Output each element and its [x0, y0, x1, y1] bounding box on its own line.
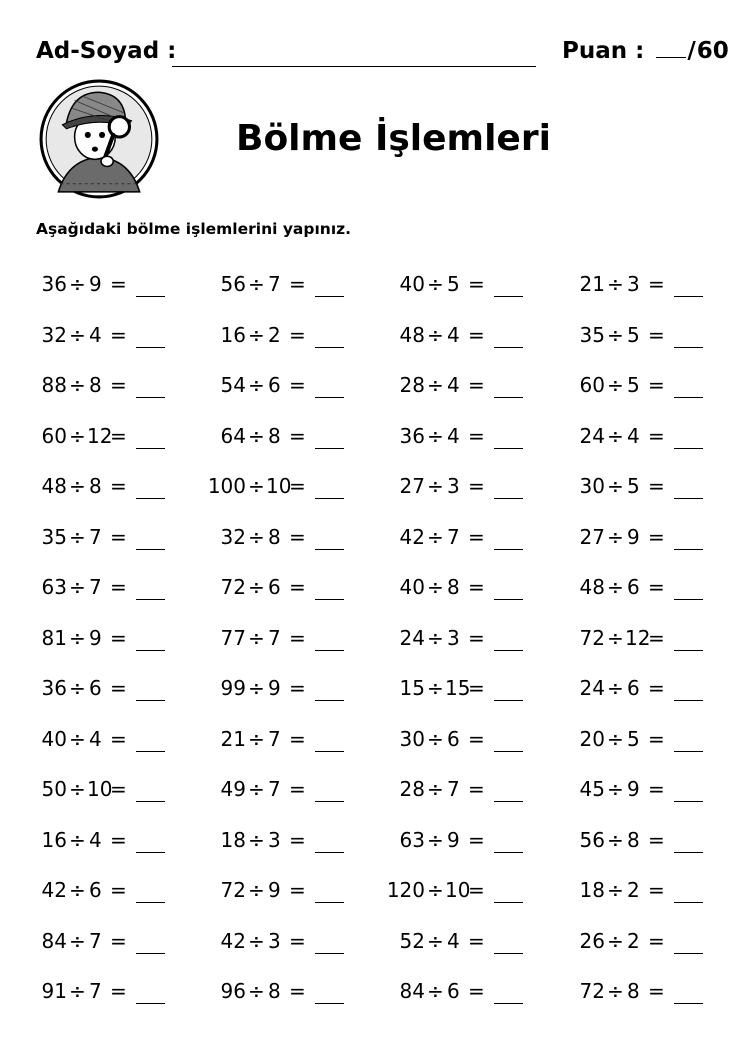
divide-sign: ÷: [427, 827, 444, 852]
divisor: 2: [627, 928, 640, 953]
divide-sign: ÷: [427, 524, 444, 549]
divide-sign: ÷: [427, 625, 444, 650]
equals-sign: =: [110, 474, 127, 498]
division-problem: [0, 777, 750, 807]
equals-sign: =: [648, 474, 665, 498]
equals-sign: =: [648, 878, 665, 902]
divisor: 8: [268, 423, 281, 448]
divide-sign: ÷: [607, 676, 624, 700]
divide-sign: ÷: [248, 777, 265, 801]
dividend: 28: [399, 777, 425, 801]
divisor: 4: [447, 423, 460, 448]
equals-sign: =: [648, 979, 665, 1003]
answer-blank[interactable]: [674, 397, 703, 398]
divisor: 4: [447, 322, 460, 347]
dividend: 24: [579, 676, 605, 700]
divisor: 8: [627, 979, 640, 1003]
divisor: 6: [627, 575, 640, 599]
answer-blank[interactable]: [674, 751, 703, 752]
dividend: 36: [399, 423, 425, 448]
answer-blank[interactable]: [674, 700, 703, 701]
divide-sign: ÷: [607, 373, 624, 397]
dividend: 48: [399, 322, 425, 347]
equals-sign: =: [110, 726, 127, 751]
equals-sign: =: [110, 423, 127, 448]
equals-sign: =: [110, 575, 127, 599]
answer-blank[interactable]: [674, 902, 703, 903]
dividend: 26: [579, 928, 605, 953]
dividend: 48: [41, 474, 67, 498]
division-problem: [0, 272, 750, 302]
equals-sign: =: [468, 726, 485, 751]
dividend: 56: [220, 272, 246, 296]
divide-sign: ÷: [69, 625, 86, 650]
divisor: 3: [447, 474, 460, 498]
dividend: 40: [41, 726, 67, 751]
divisor: 7: [268, 625, 281, 650]
divisor: 9: [268, 676, 281, 700]
divide-sign: ÷: [248, 575, 265, 599]
dividend: 72: [579, 979, 605, 1003]
answer-blank[interactable]: [674, 953, 703, 954]
divide-sign: ÷: [69, 373, 86, 397]
answer-blank[interactable]: [674, 1003, 703, 1004]
dividend: 63: [41, 575, 67, 599]
dividend: 27: [579, 524, 605, 549]
divisor: 9: [268, 878, 281, 902]
dividend: 21: [579, 272, 605, 296]
divisor: 15: [445, 676, 471, 700]
dividend: 72: [220, 575, 246, 599]
equals-sign: =: [110, 625, 127, 650]
divisor: 7: [89, 979, 102, 1003]
dividend: 63: [399, 827, 425, 852]
answer-blank[interactable]: [674, 599, 703, 600]
divide-sign: ÷: [248, 625, 265, 650]
equals-sign: =: [110, 676, 127, 700]
divisor: 5: [447, 272, 460, 296]
divisor: 3: [627, 272, 640, 296]
divide-sign: ÷: [427, 423, 444, 448]
divisor: 6: [447, 726, 460, 751]
divide-sign: ÷: [427, 777, 444, 801]
dividend: 60: [579, 373, 605, 397]
divisor: 4: [89, 827, 102, 852]
divisor: 6: [627, 676, 640, 700]
equals-sign: =: [648, 827, 665, 852]
equals-sign: =: [468, 322, 485, 347]
divide-sign: ÷: [607, 423, 624, 448]
dividend: 36: [41, 676, 67, 700]
dividend: 49: [220, 777, 246, 801]
divisor: 8: [268, 524, 281, 549]
equals-sign: =: [648, 373, 665, 397]
equals-sign: =: [648, 625, 665, 650]
divide-sign: ÷: [69, 827, 86, 852]
equals-sign: =: [468, 373, 485, 397]
equals-sign: =: [110, 878, 127, 902]
dividend: 32: [41, 322, 67, 347]
dividend: 45: [579, 777, 605, 801]
divisor: 7: [268, 272, 281, 296]
dividend: 35: [41, 524, 67, 549]
equals-sign: =: [110, 272, 127, 296]
answer-blank[interactable]: [674, 650, 703, 651]
divisor: 7: [268, 726, 281, 751]
divide-sign: ÷: [607, 827, 624, 852]
divide-sign: ÷: [248, 676, 265, 700]
divisor: 7: [89, 928, 102, 953]
equals-sign: =: [468, 423, 485, 448]
divisor: 9: [89, 625, 102, 650]
dividend: 60: [41, 423, 67, 448]
divisor: 6: [89, 676, 102, 700]
equals-sign: =: [648, 524, 665, 549]
divisor: 6: [268, 373, 281, 397]
dividend: 42: [220, 928, 246, 953]
equals-sign: =: [648, 777, 665, 801]
divide-sign: ÷: [248, 827, 265, 852]
equals-sign: =: [289, 878, 306, 902]
equals-sign: =: [110, 373, 127, 397]
divisor: 9: [89, 272, 102, 296]
divide-sign: ÷: [607, 726, 624, 751]
divisor: 5: [627, 726, 640, 751]
divide-sign: ÷: [607, 474, 624, 498]
divisor: 2: [268, 322, 281, 347]
instruction-text: Aşağıdaki bölme işlemlerini yapınız.: [36, 220, 352, 238]
division-problem: [0, 323, 750, 353]
division-problem: [0, 474, 750, 504]
dividend: 56: [579, 827, 605, 852]
dividend: 16: [220, 322, 246, 347]
divide-sign: ÷: [427, 373, 444, 397]
dividend: 36: [41, 272, 67, 296]
divisor: 3: [268, 928, 281, 953]
division-problem: [0, 525, 750, 555]
equals-sign: =: [289, 625, 306, 650]
equals-sign: =: [468, 474, 485, 498]
equals-sign: =: [289, 726, 306, 751]
equals-sign: =: [468, 777, 485, 801]
dividend: 81: [41, 625, 67, 650]
divisor: 2: [627, 878, 640, 902]
dividend: 35: [579, 322, 605, 347]
divide-sign: ÷: [69, 979, 86, 1003]
divisor: 4: [447, 928, 460, 953]
answer-blank[interactable]: [674, 498, 703, 499]
division-problem: [0, 727, 750, 757]
divide-sign: ÷: [607, 878, 624, 902]
equals-sign: =: [289, 827, 306, 852]
divide-sign: ÷: [69, 676, 86, 700]
divide-sign: ÷: [248, 928, 265, 953]
dividend: 40: [399, 575, 425, 599]
divisor: 7: [89, 524, 102, 549]
equals-sign: =: [468, 575, 485, 599]
divide-sign: ÷: [427, 322, 444, 347]
division-problem: [0, 828, 750, 858]
divide-sign: ÷: [427, 676, 444, 700]
dividend: 72: [579, 625, 605, 650]
divisor: 7: [447, 524, 460, 549]
divide-sign: ÷: [248, 272, 265, 296]
divide-sign: ÷: [607, 777, 624, 801]
answer-blank[interactable]: [674, 852, 703, 853]
equals-sign: =: [110, 777, 127, 801]
divisor: 10: [266, 474, 292, 498]
equals-sign: =: [289, 676, 306, 700]
dividend: 54: [220, 373, 246, 397]
divide-sign: ÷: [607, 322, 624, 347]
divisor: 12: [87, 423, 113, 448]
equals-sign: =: [648, 928, 665, 953]
divide-sign: ÷: [248, 423, 265, 448]
divide-sign: ÷: [607, 575, 624, 599]
answer-blank[interactable]: [674, 549, 703, 550]
dividend: 99: [220, 676, 246, 700]
equals-sign: =: [289, 524, 306, 549]
equals-sign: =: [468, 524, 485, 549]
dividend: 28: [399, 373, 425, 397]
equals-sign: =: [110, 979, 127, 1003]
equals-sign: =: [289, 322, 306, 347]
dividend: 24: [399, 625, 425, 650]
dividend: 42: [399, 524, 425, 549]
divide-sign: ÷: [427, 272, 444, 296]
dividend: 52: [399, 928, 425, 953]
equals-sign: =: [289, 373, 306, 397]
divisor: 9: [627, 524, 640, 549]
divisor: 8: [89, 474, 102, 498]
equals-sign: =: [648, 676, 665, 700]
division-problem: [0, 575, 750, 605]
score-total: 60: [696, 38, 729, 64]
dividend: 50: [41, 777, 67, 801]
division-problem: [0, 626, 750, 656]
score-slash: /: [687, 38, 696, 64]
divide-sign: ÷: [248, 373, 265, 397]
equals-sign: =: [468, 878, 485, 902]
divisor: 5: [627, 322, 640, 347]
dividend: 32: [220, 524, 246, 549]
name-label: Ad-Soyad :: [36, 38, 177, 64]
divide-sign: ÷: [607, 524, 624, 549]
divisor: 8: [447, 575, 460, 599]
divisor: 4: [447, 373, 460, 397]
equals-sign: =: [468, 979, 485, 1003]
divisor: 5: [627, 373, 640, 397]
dividend: 24: [579, 423, 605, 448]
dividend: 100: [207, 474, 246, 498]
equals-sign: =: [468, 272, 485, 296]
dividend: 15: [399, 676, 425, 700]
dividend: 120: [386, 878, 425, 902]
dividend: 30: [579, 474, 605, 498]
divide-sign: ÷: [248, 474, 265, 498]
equals-sign: =: [648, 322, 665, 347]
divide-sign: ÷: [69, 524, 86, 549]
equals-sign: =: [468, 676, 485, 700]
divide-sign: ÷: [69, 575, 86, 599]
division-problem: [0, 676, 750, 706]
divisor: 9: [627, 777, 640, 801]
divide-sign: ÷: [427, 726, 444, 751]
divisor: 6: [447, 979, 460, 1003]
divide-sign: ÷: [607, 272, 624, 296]
dividend: 84: [41, 928, 67, 953]
equals-sign: =: [648, 423, 665, 448]
division-problem: [0, 373, 750, 403]
equals-sign: =: [468, 827, 485, 852]
divisor: 3: [268, 827, 281, 852]
divide-sign: ÷: [607, 928, 624, 953]
divisor: 6: [268, 575, 281, 599]
division-problem: [0, 878, 750, 908]
score-label: Puan :: [562, 38, 645, 64]
divide-sign: ÷: [69, 423, 86, 448]
divisor: 12: [625, 625, 651, 650]
divide-sign: ÷: [248, 524, 265, 549]
divide-sign: ÷: [69, 474, 86, 498]
equals-sign: =: [110, 524, 127, 549]
dividend: 40: [399, 272, 425, 296]
page-title: Bölme İşlemleri: [236, 118, 551, 159]
divide-sign: ÷: [248, 878, 265, 902]
divisor: 8: [627, 827, 640, 852]
dividend: 42: [41, 878, 67, 902]
divide-sign: ÷: [427, 928, 444, 953]
division-problem: [0, 424, 750, 454]
dividend: 20: [579, 726, 605, 751]
divisor: 4: [89, 726, 102, 751]
equals-sign: =: [289, 474, 306, 498]
divisor: 4: [89, 322, 102, 347]
dividend: 30: [399, 726, 425, 751]
dividend: 16: [41, 827, 67, 852]
divide-sign: ÷: [69, 322, 86, 347]
dividend: 27: [399, 474, 425, 498]
divisor: 8: [89, 373, 102, 397]
equals-sign: =: [648, 726, 665, 751]
dividend: 18: [220, 827, 246, 852]
divisor: 6: [89, 878, 102, 902]
equals-sign: =: [110, 322, 127, 347]
dividend: 88: [41, 373, 67, 397]
answer-blank[interactable]: [674, 801, 703, 802]
divide-sign: ÷: [607, 625, 624, 650]
divide-sign: ÷: [427, 474, 444, 498]
answer-blank[interactable]: [674, 296, 703, 297]
equals-sign: =: [289, 575, 306, 599]
equals-sign: =: [110, 827, 127, 852]
division-problem: [0, 979, 750, 1009]
dividend: 18: [579, 878, 605, 902]
divide-sign: ÷: [69, 878, 86, 902]
dividend: 64: [220, 423, 246, 448]
divide-sign: ÷: [427, 575, 444, 599]
equals-sign: =: [110, 928, 127, 953]
equals-sign: =: [468, 625, 485, 650]
dividend: 96: [220, 979, 246, 1003]
divisor: 4: [627, 423, 640, 448]
equals-sign: =: [648, 575, 665, 599]
equals-sign: =: [289, 777, 306, 801]
answer-blank[interactable]: [674, 448, 703, 449]
divide-sign: ÷: [69, 726, 86, 751]
divisor: 7: [268, 777, 281, 801]
divide-sign: ÷: [427, 979, 444, 1003]
answer-blank[interactable]: [674, 347, 703, 348]
equals-sign: =: [289, 979, 306, 1003]
divide-sign: ÷: [607, 979, 624, 1003]
divide-sign: ÷: [69, 777, 86, 801]
equals-sign: =: [289, 272, 306, 296]
divide-sign: ÷: [427, 878, 444, 902]
divisor: 9: [447, 827, 460, 852]
divisor: 8: [268, 979, 281, 1003]
divisor: 7: [89, 575, 102, 599]
divisor: 10: [445, 878, 471, 902]
divide-sign: ÷: [69, 272, 86, 296]
division-problem: [0, 929, 750, 959]
divisor: 5: [627, 474, 640, 498]
equals-sign: =: [289, 423, 306, 448]
dividend: 21: [220, 726, 246, 751]
equals-sign: =: [468, 928, 485, 953]
divide-sign: ÷: [69, 928, 86, 953]
divisor: 10: [87, 777, 113, 801]
divide-sign: ÷: [248, 322, 265, 347]
dividend: 91: [41, 979, 67, 1003]
divisor: 3: [447, 625, 460, 650]
equals-sign: =: [648, 272, 665, 296]
divide-sign: ÷: [248, 726, 265, 751]
divide-sign: ÷: [248, 979, 265, 1003]
divisor: 7: [447, 777, 460, 801]
dividend: 77: [220, 625, 246, 650]
equals-sign: =: [289, 928, 306, 953]
dividend: 84: [399, 979, 425, 1003]
dividend: 72: [220, 878, 246, 902]
dividend: 48: [579, 575, 605, 599]
